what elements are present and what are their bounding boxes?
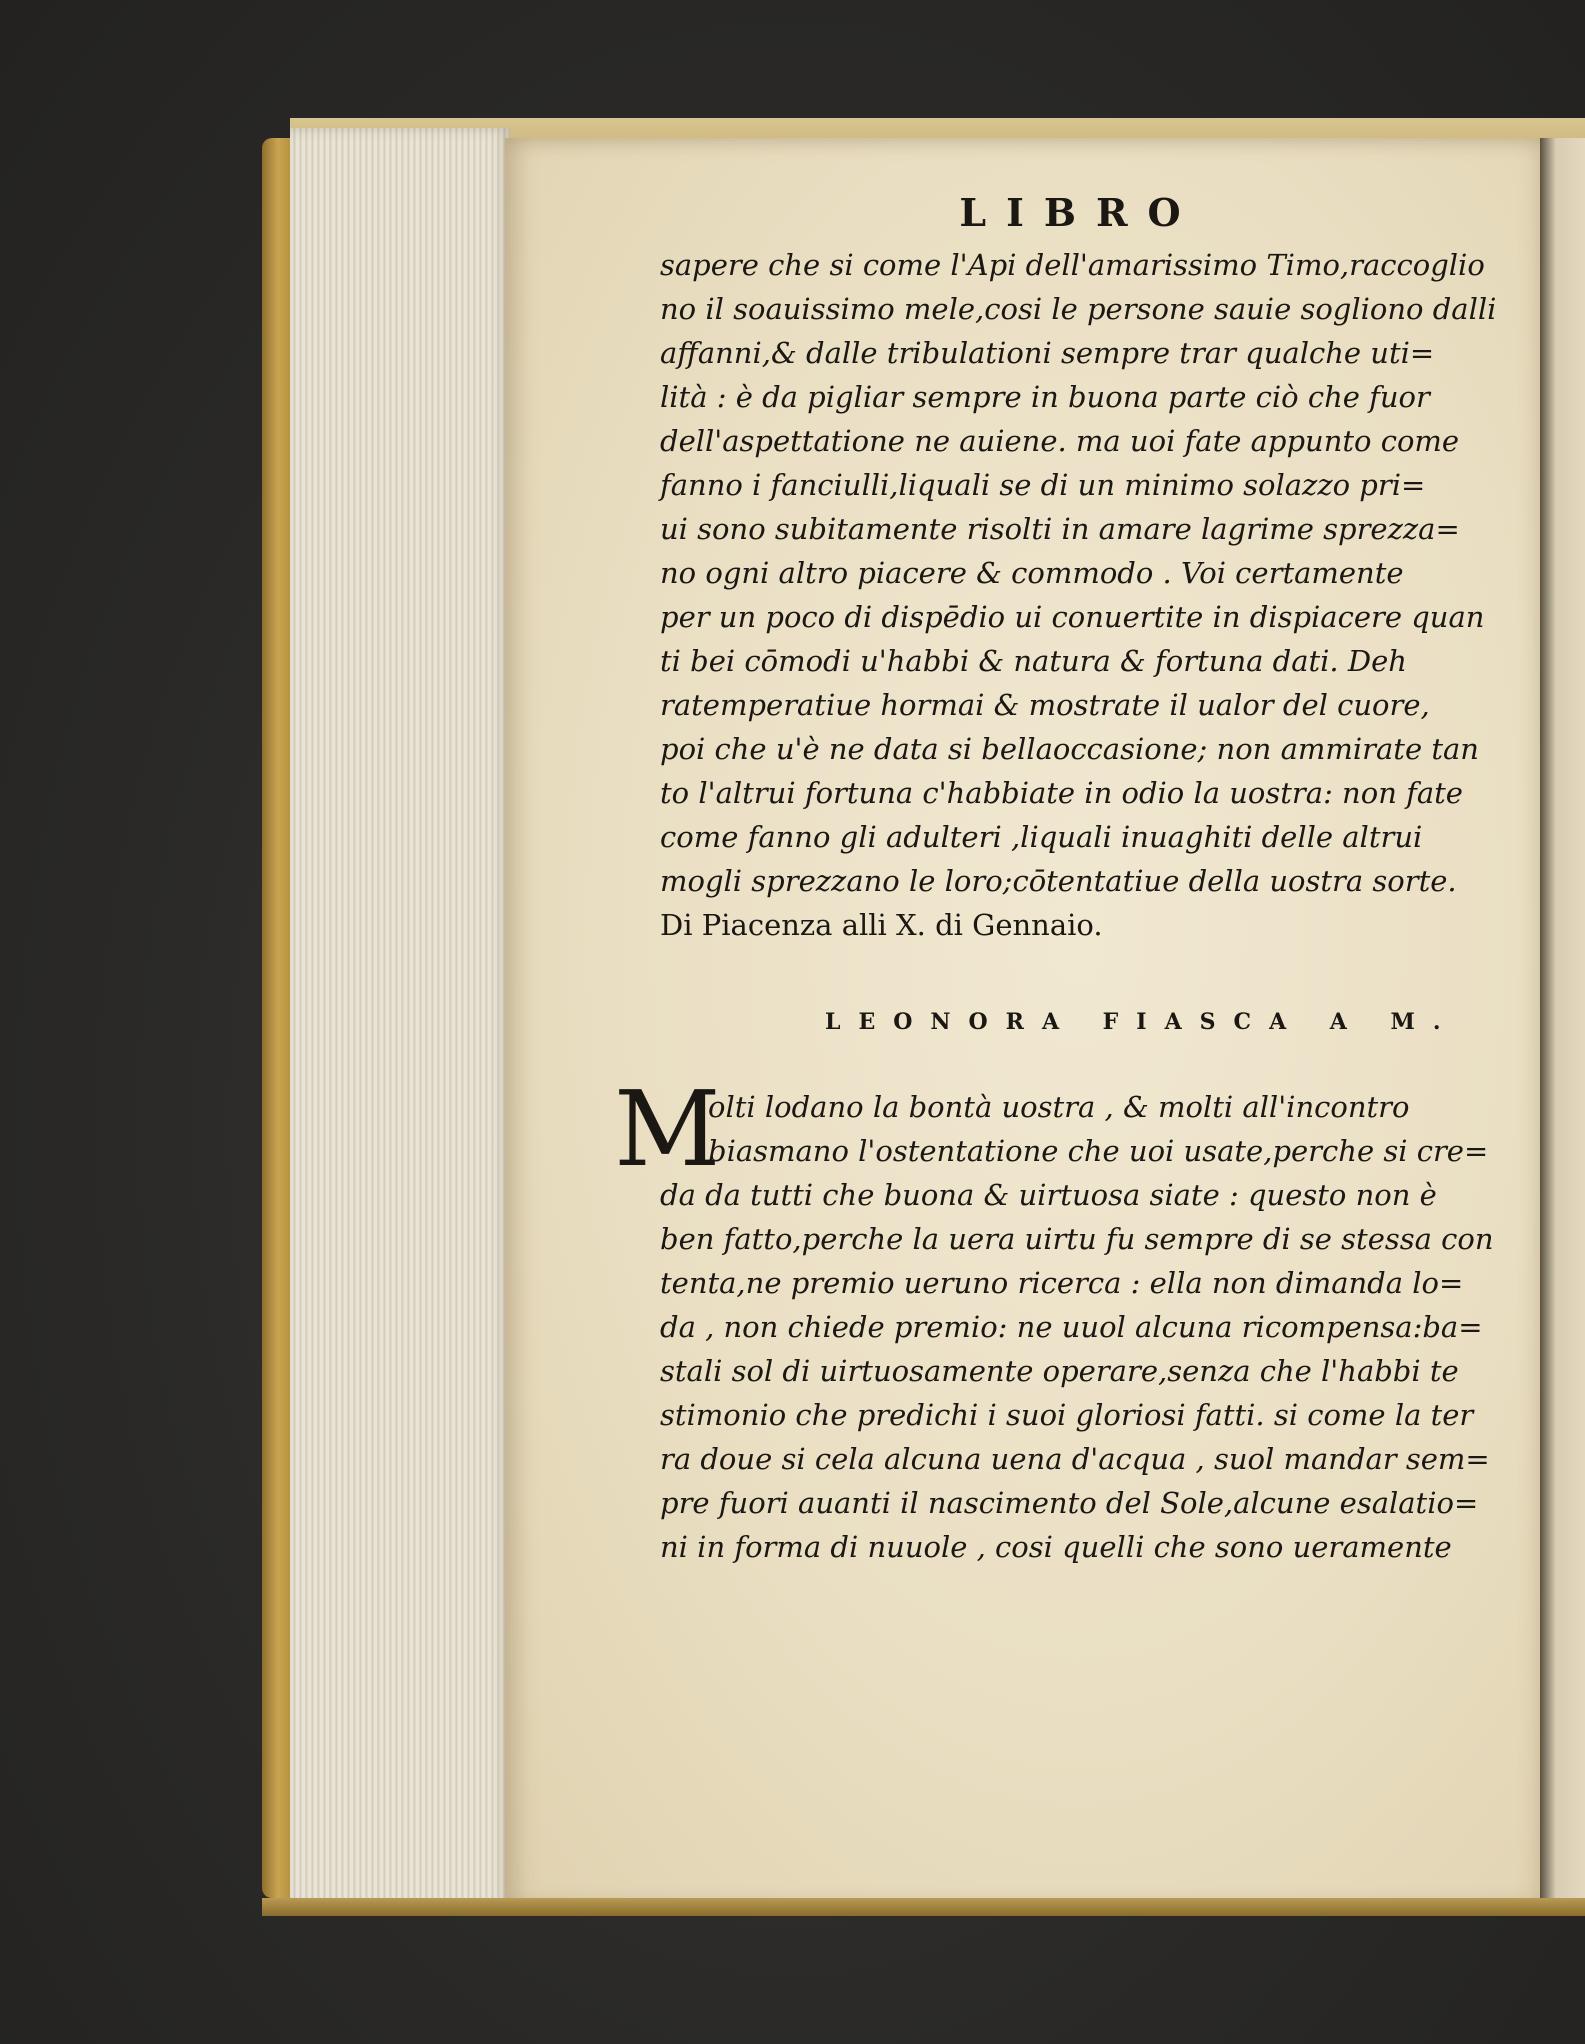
text-line: dell'aspettatione ne auiene. ma uoi fate appunto come	[660, 424, 1460, 458]
text-line: ratemperatiue hormai & mostrate il ualor del cuore,	[660, 688, 1430, 722]
text-line: lità : è da pigliar sempre in buona parte ciò che fuor	[660, 380, 1430, 414]
page-text	[614, 190, 1497, 1569]
running-head: LIBRO	[959, 190, 1201, 235]
text-line: no ogni altro piacere & commodo . Voi certamente	[660, 556, 1404, 590]
text-line: ben fatto,perche la uera uirtu fu sempre di se stessa con	[660, 1222, 1494, 1256]
page-edges	[290, 128, 510, 1908]
text-line: da , non chiede premio: ne uuol alcuna ricompensa:ba=	[660, 1310, 1483, 1344]
text-line: affanni,& dalle tribulationi sempre trar qualche uti=	[660, 336, 1435, 370]
book-cover-bottom	[262, 1898, 1585, 1916]
text-line: ni in forma di nuuole , cosi quelli che sono ueramente	[660, 1530, 1452, 1564]
text-line: sapere che si come l'Api dell'amarissimo Timo,raccoglio	[660, 248, 1485, 282]
text-line: pre fuori auanti il nascimento del Sole,alcune esalatio=	[660, 1486, 1479, 1520]
text-line: no il soauissimo mele,cosi le persone sauie sogliono dalli	[660, 292, 1497, 326]
text-line: olti lodano la bontà uostra , & molti all'incontro	[708, 1090, 1410, 1124]
text-line: per un poco di dispēdio ui conuertite in dispiacere quan	[660, 600, 1485, 634]
letter-closing: Di Piacenza alli X. di Gennaio.	[660, 908, 1103, 942]
text-line: mogli sprezzano le loro;cōtentatiue della uostra sorte.	[660, 864, 1457, 898]
text-line: da da tutti che buona & uirtuosa siate : questo non è	[660, 1178, 1437, 1212]
text-line: stimonio che predichi i suoi gloriosi fatti. si come la ter	[660, 1398, 1474, 1432]
text-line: biasmano l'ostentatione che uoi usate,perche si cre=	[708, 1134, 1489, 1168]
text-line: to l'altrui fortuna c'habbiate in odio la uostra: non fate	[660, 776, 1463, 810]
letter-two	[614, 1068, 1494, 1569]
text-line: tenta,ne premio ueruno ricerca : ella non dimanda lo=	[660, 1266, 1464, 1300]
text-line: poi che u'è ne data si bellaoccasione; non ammirate tan	[660, 732, 1479, 766]
letter-heading: LEONORA FIASCA A M.	[825, 1009, 1459, 1035]
text-line: ui sono subitamente risolti in amare lagrime sprezza=	[660, 512, 1460, 546]
text-line: stali sol di uirtuosamente operare,senza che l'habbi te	[660, 1354, 1459, 1388]
text-line: ti bei cōmodi u'habbi & natura & fortuna dati. Deh	[660, 644, 1407, 678]
drop-cap: M	[614, 1068, 721, 1190]
facing-page-edge	[1540, 138, 1585, 1908]
text-line: ra doue si cela alcuna uena d'acqua , suol mandar sem=	[660, 1442, 1490, 1476]
text-line: fanno i fanciulli,liquali se di un minimo solazzo pri=	[660, 468, 1426, 502]
text-line: come fanno gli adulteri ,liquali inuaghiti delle altrui	[660, 820, 1423, 854]
letter-one	[660, 243, 1497, 947]
